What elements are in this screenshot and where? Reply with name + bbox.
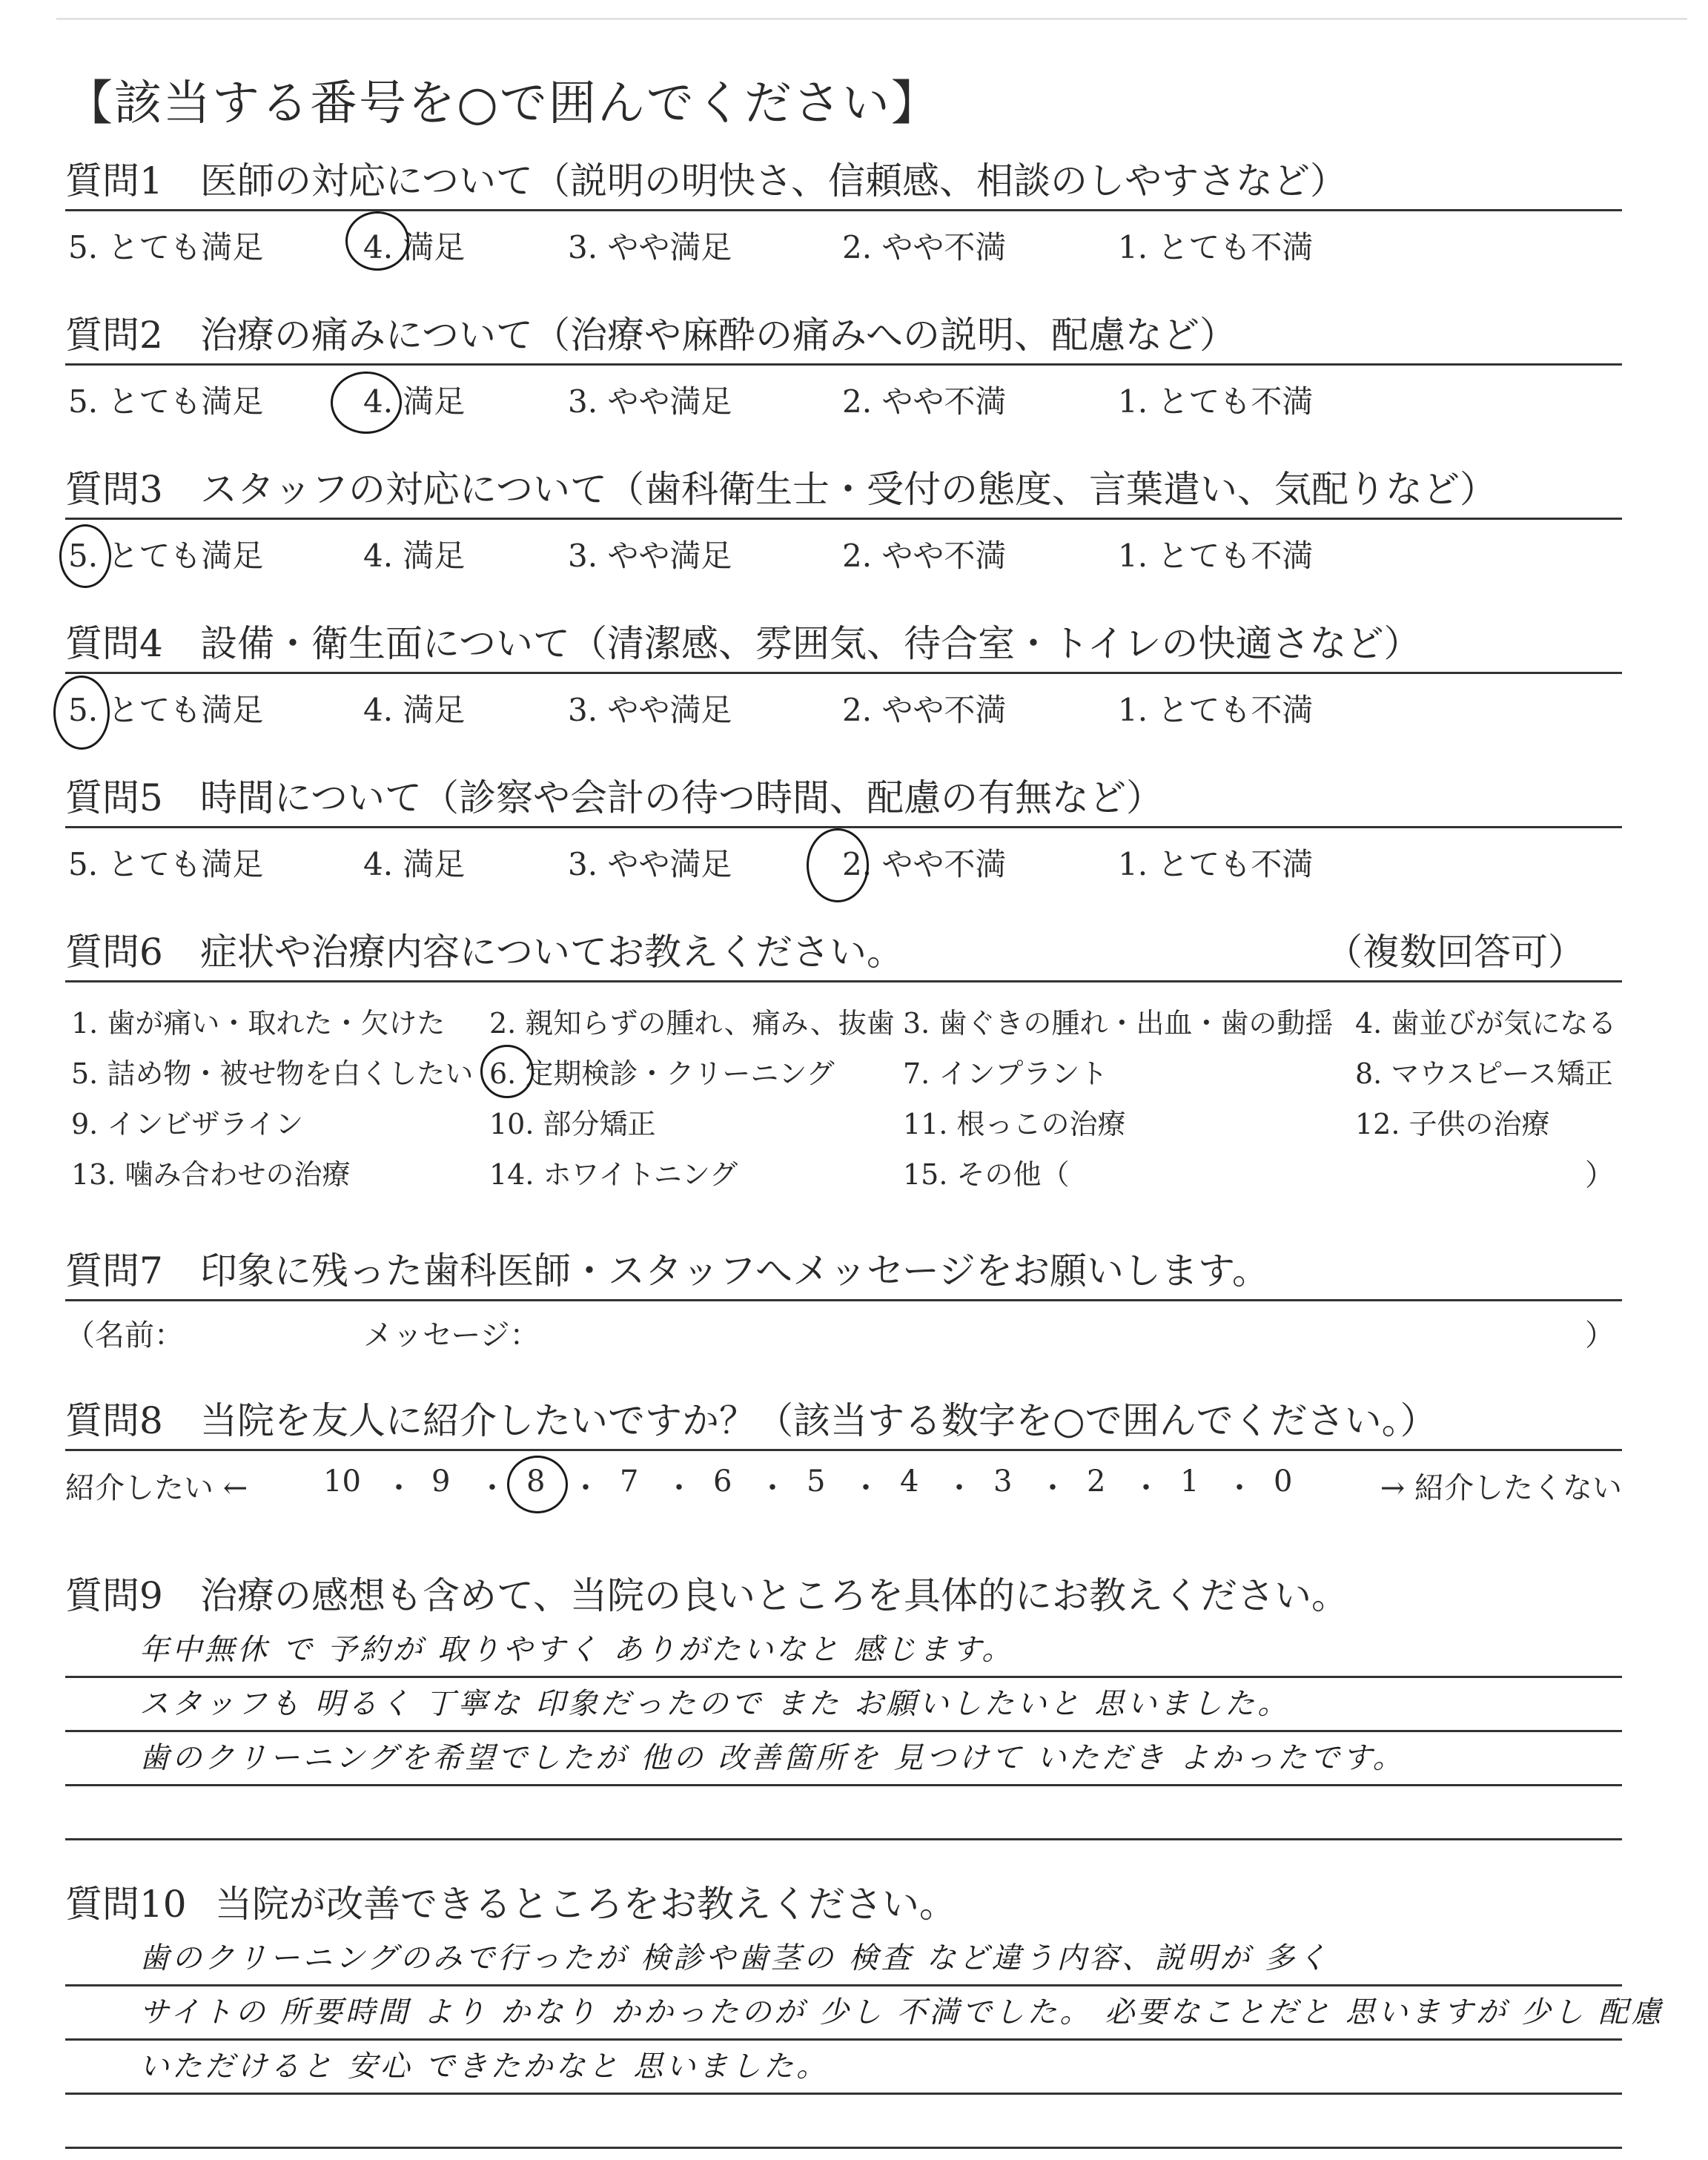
question-text: 設備・衛生面について（清潔感、雰囲気、待合室・トイレの快適さなど）: [200, 622, 1421, 665]
question-number: 質問10: [65, 1883, 187, 1926]
handwritten-answer: スタッフも 明るく 丁寧な 印象だったので また お願いしたいと 思いました。: [139, 1687, 1291, 1721]
question-text: 当院を友人に紹介したいですか？（該当する数字を○で囲んでください。）: [200, 1399, 1437, 1442]
scale-value-8[interactable]: 8: [526, 1464, 546, 1499]
question-header: [65, 1385, 1622, 1451]
answer-line: [65, 2041, 1622, 2095]
handwritten-answer: いただけると 安心 できたかなと 思いました。: [139, 2050, 830, 2084]
answer-line: [65, 1732, 1622, 1786]
treatment-option[interactable]: 15. その他（: [903, 1158, 1070, 1191]
answer-line: [65, 1678, 1622, 1732]
question-text: 当院が改善できるところをお教えください。: [215, 1883, 956, 1926]
scale-separator: ・: [477, 1471, 507, 1505]
option-5[interactable]: 5. とても満足: [68, 383, 264, 420]
scale-value-6[interactable]: 6: [713, 1464, 732, 1499]
message-close-paren: ）: [1585, 1318, 1615, 1353]
question-header: [65, 1560, 1622, 1624]
question-6: [65, 916, 1622, 1205]
option-4[interactable]: 4. 満足: [363, 846, 466, 882]
option-2[interactable]: 2. やや不満: [842, 846, 1007, 882]
question-8: [65, 1385, 1622, 1518]
handwritten-answer: 歯のクリーニングを希望でしたが 他の 改善箇所を 見つけて いただき よかったです。: [139, 1741, 1406, 1775]
message-label: メッセージ：: [363, 1318, 540, 1353]
treatment-option[interactable]: 12. 子供の治療: [1355, 1108, 1550, 1140]
question-header: [65, 1235, 1622, 1301]
question-3: [65, 454, 1622, 579]
option-4[interactable]: 4. 満足: [363, 383, 466, 420]
treatment-option[interactable]: 5. 詰め物・被せ物を白くしたい: [71, 1057, 474, 1090]
question-10: [65, 1869, 1664, 2149]
question-header: [65, 762, 1622, 828]
option-3[interactable]: 3. やや満足: [568, 846, 732, 882]
answer-line: [65, 1986, 1664, 2041]
rating-options: [65, 366, 1622, 425]
treatment-option[interactable]: 14. ホワイトニング: [489, 1158, 738, 1191]
answer-line: [65, 1786, 1622, 1840]
treatment-option[interactable]: 10. 部分矯正: [489, 1108, 656, 1140]
question-text: 印象に残った歯科医師・スタッフへメッセージをお願いします。: [200, 1249, 1269, 1292]
scale-value-2[interactable]: 2: [1087, 1464, 1106, 1499]
scale-value-0[interactable]: 0: [1274, 1464, 1293, 1499]
question-number: 質問1: [65, 159, 163, 202]
option-5[interactable]: 5. とても満足: [68, 846, 264, 882]
question-4: [65, 608, 1622, 733]
top-edge-line: [56, 18, 1687, 20]
scale-value-4[interactable]: 4: [900, 1464, 919, 1499]
rating-options: [65, 211, 1622, 271]
message-row: [65, 1301, 1622, 1361]
question-header: [65, 1869, 1622, 1932]
question-header: [65, 608, 1622, 674]
option-1[interactable]: 1. とても不満: [1118, 692, 1314, 728]
question-header: [65, 145, 1622, 211]
scale-value-10[interactable]: 10: [323, 1464, 361, 1499]
question-number: 質問7: [65, 1249, 163, 1292]
multiple-answers-note: （複数回答可）: [1325, 931, 1585, 974]
question-1: [65, 145, 1622, 271]
question-text: スタッフの対応について（歯科衛生士・受付の態度、言葉遣い、気配りなど）: [200, 468, 1497, 511]
question-number: 質問4: [65, 622, 163, 665]
answer-line: [65, 1932, 1622, 1986]
rating-options: [65, 674, 1622, 733]
recommend-scale: [65, 1451, 1622, 1518]
option-5[interactable]: 5. とても満足: [68, 229, 264, 265]
handwritten-answer: 年中無休 で 予約が 取りやすく ありがたいなと 感じます。: [139, 1633, 1015, 1667]
option-2[interactable]: 2. やや不満: [842, 538, 1007, 574]
scale-separator: ・: [1225, 1471, 1254, 1505]
option-4[interactable]: 4. 満足: [363, 229, 466, 265]
scale-left-label: 紹介したい ←: [65, 1471, 248, 1505]
option-3[interactable]: 3. やや満足: [568, 383, 732, 420]
answer-line: [65, 2095, 1622, 2149]
scale-separator: ・: [384, 1471, 414, 1505]
treatment-option[interactable]: 6. 定期検診・クリーニング: [489, 1057, 835, 1090]
scale-value-3[interactable]: 3: [993, 1464, 1013, 1499]
scale-separator: ・: [758, 1471, 787, 1505]
treatment-option[interactable]: 11. 根っこの治療: [903, 1108, 1126, 1140]
scale-separator: ・: [664, 1471, 694, 1505]
question-number: 質問5: [65, 776, 163, 819]
question-2: [65, 300, 1622, 425]
treatment-option[interactable]: 2. 親知らずの腫れ、痛み、抜歯: [489, 1007, 895, 1040]
option-2[interactable]: 2. やや不満: [842, 383, 1007, 420]
question-text: 時間について（診察や会計の待つ時間、配慮の有無など）: [200, 776, 1163, 819]
treatment-option[interactable]: 1. 歯が痛い・取れた・欠けた: [71, 1007, 446, 1040]
option-2[interactable]: 2. やや不満: [842, 229, 1007, 265]
option-3[interactable]: 3. やや満足: [568, 538, 732, 574]
question-7: [65, 1235, 1622, 1361]
question-9: [65, 1560, 1622, 1840]
question-number: 質問2: [65, 314, 163, 357]
answer-lines: [65, 1932, 1664, 2149]
answer-lines: [65, 1624, 1622, 1840]
question-text: 治療の感想も含めて、当院の良いところを具体的にお教えください。: [200, 1574, 1348, 1617]
option-1[interactable]: 1. とても不満: [1118, 538, 1314, 574]
scale-value-5[interactable]: 5: [807, 1464, 826, 1499]
treatment-option[interactable]: 13. 噛み合わせの治療: [71, 1158, 351, 1191]
option-4[interactable]: 4. 満足: [363, 538, 466, 574]
question-5: [65, 762, 1622, 888]
page-title: 【該当する番号を○で囲んでください】: [65, 76, 940, 131]
handwritten-answer: サイトの 所要時間 より かなり かかったのが 少し 不満でした。 必要なことだと 思いますが 少し 配慮: [139, 1995, 1664, 2029]
option-5[interactable]: 5. とても満足: [68, 692, 264, 728]
option-5[interactable]: 5. とても満足: [68, 538, 264, 574]
scale-value-7[interactable]: 7: [620, 1464, 639, 1499]
question-header: [65, 916, 1622, 982]
handwritten-answer: 歯のクリーニングのみで行ったが 検診や歯茎の 検査 など違う内容、説明が 多く: [139, 1941, 1331, 1975]
scale-value-9[interactable]: 9: [431, 1464, 451, 1499]
question-number: 質問3: [65, 468, 163, 511]
scale-separator: ・: [1038, 1471, 1068, 1505]
scale-separator: ・: [571, 1471, 600, 1505]
question-number: 質問6: [65, 931, 163, 974]
option-3[interactable]: 3. やや満足: [568, 229, 732, 265]
option-1[interactable]: 1. とても不満: [1118, 229, 1314, 265]
question-text: 症状や治療内容についてお教えください。: [200, 931, 904, 974]
question-number: 質問8: [65, 1399, 163, 1442]
option-1[interactable]: 1. とても不満: [1118, 383, 1314, 420]
option-4[interactable]: 4. 満足: [363, 692, 466, 728]
question-header: [65, 454, 1622, 520]
option-1[interactable]: 1. とても不満: [1118, 846, 1314, 882]
scale-separator: ・: [944, 1471, 974, 1505]
treatment-option[interactable]: 3. 歯ぐきの腫れ・出血・歯の動揺: [903, 1007, 1334, 1040]
question-header: [65, 300, 1622, 366]
scale-value-1[interactable]: 1: [1180, 1464, 1199, 1499]
scale-right-label: → 紹介したくない: [1380, 1471, 1622, 1505]
scale-separator: ・: [1131, 1471, 1161, 1505]
treatment-options: [65, 982, 1622, 1205]
question-number: 質問9: [65, 1574, 163, 1617]
option-3[interactable]: 3. やや満足: [568, 692, 732, 728]
treatment-option[interactable]: 7. インプラント: [903, 1057, 1108, 1090]
question-text: 医師の対応について（説明の明快さ、信頼感、相談のしやすさなど）: [200, 159, 1347, 202]
option-2[interactable]: 2. やや不満: [842, 692, 1007, 728]
other-close-paren: ）: [1585, 1158, 1615, 1192]
answer-line: [65, 1624, 1622, 1678]
treatment-option[interactable]: 8. マウスピース矯正: [1355, 1057, 1613, 1090]
scale-separator: ・: [851, 1471, 881, 1505]
treatment-option[interactable]: 4. 歯並びが気になる: [1355, 1007, 1617, 1040]
rating-options: [65, 828, 1622, 888]
name-label: （名前：: [65, 1318, 184, 1353]
rating-options: [65, 520, 1622, 579]
question-text: 治療の痛みについて（治療や麻酔の痛みへの説明、配慮など）: [200, 314, 1237, 357]
treatment-option[interactable]: 9. インビザライン: [71, 1108, 304, 1140]
